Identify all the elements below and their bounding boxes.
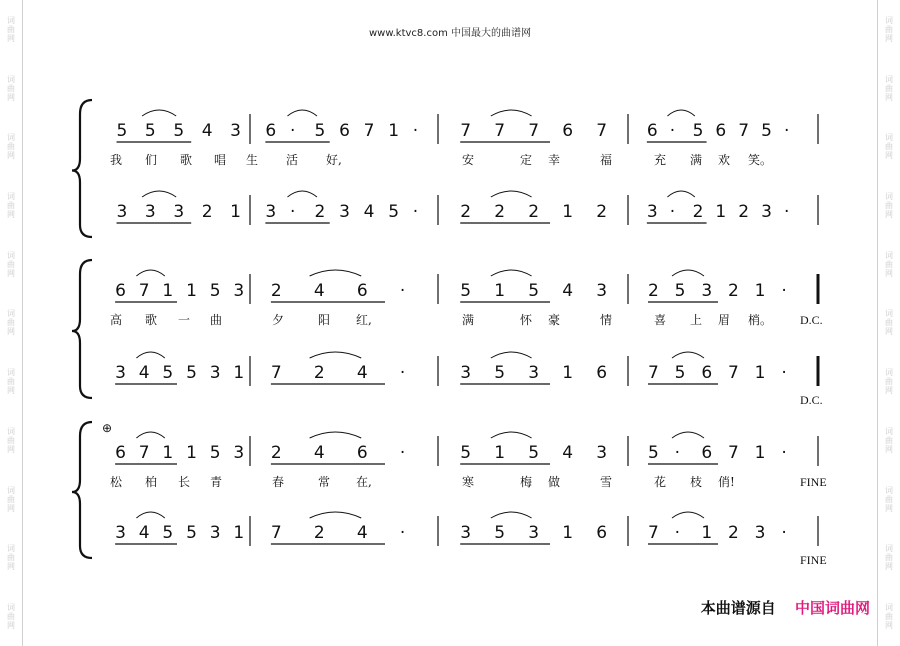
watermark-char: 曲 <box>7 318 15 328</box>
lyric-syllable: 曲 <box>210 313 223 327</box>
jianpu-note: 6 <box>339 121 350 141</box>
page-footer <box>701 597 870 618</box>
jianpu-note: 4 <box>356 523 368 543</box>
lyric-syllable: 春 <box>272 475 285 489</box>
lyric-syllable: 红, <box>356 313 372 327</box>
slur-arc <box>672 432 704 438</box>
jianpu-note: 4 <box>313 443 325 463</box>
jianpu-note: 1 <box>754 443 766 463</box>
jianpu-note: 5 <box>648 443 659 463</box>
lyric-syllable: 安 <box>462 153 475 167</box>
jianpu-note: 5 <box>186 523 197 543</box>
lyric-syllable: 歌 <box>180 153 193 167</box>
jianpu-note: 6 <box>596 523 608 543</box>
brand-link[interactable]: 中国词曲网 <box>794 599 870 617</box>
jianpu-note: · <box>289 202 296 222</box>
watermark-char: 曲 <box>885 24 893 34</box>
watermark-char: 词 <box>7 485 15 495</box>
jianpu-note: 3 <box>173 202 185 222</box>
jianpu-note: 5 <box>314 121 326 141</box>
jianpu-note: 3 <box>754 523 766 543</box>
slur-arc <box>672 270 704 276</box>
watermark-char: 网 <box>7 562 15 572</box>
jianpu-note: 1 <box>233 363 245 383</box>
lyric-syllable: 梅 <box>520 475 533 489</box>
slur-arc <box>136 512 164 518</box>
jianpu-note: 5 <box>162 363 174 383</box>
jianpu-note: 1 <box>562 523 574 543</box>
watermark-char: 词 <box>885 192 893 202</box>
lyric-syllable: 豪 <box>548 313 561 327</box>
watermark-char: 曲 <box>7 377 15 387</box>
lyric-syllable: 定 <box>520 153 533 167</box>
repeat-mark: D.C. <box>800 393 823 407</box>
jianpu-note: 1 <box>494 443 506 463</box>
watermark-char: 词 <box>885 603 893 613</box>
lyric-syllable: 唱 <box>214 153 227 167</box>
jianpu-note: · <box>784 121 790 141</box>
lyric-syllable: 长 <box>178 475 191 489</box>
jianpu-note: 6 <box>715 121 727 141</box>
jianpu-note: 4 <box>562 443 574 463</box>
system-brace <box>72 100 92 237</box>
jianpu-note: 2 <box>728 281 739 301</box>
watermark-char: 网 <box>885 503 893 513</box>
watermark-char: 曲 <box>7 553 15 563</box>
system-brace <box>72 422 92 558</box>
slur-arc <box>491 270 532 276</box>
repeat-mark: FINE <box>800 475 827 489</box>
jianpu-note: 7 <box>596 121 608 141</box>
jianpu-note: 1 <box>230 202 241 222</box>
jianpu-note: 7 <box>138 281 150 301</box>
jianpu-note: 1 <box>186 281 197 301</box>
watermark-char: 曲 <box>7 201 15 211</box>
watermark-char: 曲 <box>885 142 893 152</box>
lyric-syllable: 梢。 <box>748 313 773 327</box>
jianpu-note: 2 <box>460 202 472 222</box>
jianpu-note: 7 <box>494 121 506 141</box>
watermark-char: 曲 <box>7 24 15 34</box>
jianpu-note: · <box>781 363 787 383</box>
jianpu-note: 5 <box>209 443 221 463</box>
source-label: 本曲谱源自 <box>700 599 776 617</box>
jianpu-note: 1 <box>562 363 574 383</box>
slur-arc <box>136 352 164 358</box>
watermark-char: 曲 <box>885 553 893 563</box>
watermark-char: 词 <box>7 309 15 319</box>
jianpu-note: · <box>669 121 676 141</box>
jianpu-note: 5 <box>674 363 686 383</box>
segno-mark: ⊕ <box>102 421 113 435</box>
lyric-syllable: 一 <box>178 313 191 327</box>
jianpu-note: 2 <box>738 202 750 222</box>
slur-arc <box>310 270 362 276</box>
lyric-syllable: 松 <box>110 475 123 489</box>
watermark-char: 网 <box>885 327 893 337</box>
jianpu-note: · <box>781 443 787 463</box>
lyric-syllable: 生 <box>246 153 259 167</box>
slur-arc <box>491 191 532 197</box>
watermark-char: 网 <box>7 444 15 454</box>
watermark-char: 网 <box>885 444 893 454</box>
watermark-char: 曲 <box>885 201 893 211</box>
slur-arc <box>142 110 176 116</box>
watermark-char: 网 <box>7 151 15 161</box>
watermark-char: 网 <box>885 151 893 161</box>
jianpu-note: 4 <box>363 202 375 222</box>
lyric-syllable: 常 <box>318 475 331 489</box>
watermark-char: 网 <box>885 92 893 102</box>
jianpu-note: 3 <box>646 202 658 222</box>
jianpu-note: 2 <box>313 523 325 543</box>
jianpu-note: 1 <box>754 281 766 301</box>
jianpu-note: 1 <box>701 523 713 543</box>
watermark-char: 词 <box>885 426 893 436</box>
jianpu-note: 1 <box>494 281 506 301</box>
jianpu-note: 1 <box>562 202 574 222</box>
slur-arc <box>667 110 694 116</box>
watermark-char: 词 <box>885 250 893 260</box>
lyric-syllable: 欢 <box>718 153 731 167</box>
watermark-char: 曲 <box>885 494 893 504</box>
jianpu-note: 6 <box>265 121 277 141</box>
jianpu-note: · <box>399 281 406 301</box>
jianpu-note: 1 <box>162 281 174 301</box>
watermark-char: 网 <box>7 621 15 631</box>
jianpu-note: 6 <box>356 281 368 301</box>
jianpu-note: 3 <box>761 202 772 222</box>
jianpu-note: 2 <box>314 202 326 222</box>
slur-arc <box>142 191 176 197</box>
watermark-char: 曲 <box>7 259 15 269</box>
slur-arc <box>310 512 362 518</box>
jianpu-note: 5 <box>388 202 400 222</box>
slur-arc <box>136 432 164 438</box>
watermark-char: 曲 <box>885 318 893 328</box>
header-site-link[interactable]: www.ktvc8.com <box>368 28 448 39</box>
jianpu-note: · <box>781 281 787 301</box>
jianpu-note: 1 <box>233 523 245 543</box>
jianpu-note: 6 <box>596 363 608 383</box>
lyric-syllable: 们 <box>145 153 158 167</box>
lyric-syllable: 枝 <box>690 475 703 489</box>
jianpu-note: · <box>784 202 790 222</box>
watermark-char: 曲 <box>885 259 893 269</box>
watermark-char: 词 <box>7 426 15 436</box>
watermark-char: 词 <box>885 133 893 143</box>
lyric-syllable: 充 <box>654 153 667 167</box>
watermark-char: 网 <box>7 92 15 102</box>
system-brace <box>72 260 92 398</box>
jianpu-note: · <box>412 121 419 141</box>
lyric-syllable: 在, <box>356 475 372 489</box>
jianpu-note: 3 <box>701 281 713 301</box>
watermark-char: 曲 <box>7 435 15 445</box>
watermark-char: 曲 <box>7 494 15 504</box>
jianpu-note: 5 <box>460 443 472 463</box>
jianpu-note: 6 <box>356 443 368 463</box>
jianpu-note: 1 <box>162 443 174 463</box>
jianpu-note: · <box>412 202 419 222</box>
jianpu-note: 2 <box>528 202 540 222</box>
slur-arc <box>287 110 316 116</box>
jianpu-note: 3 <box>596 281 608 301</box>
slur-arc <box>672 352 704 358</box>
repeat-mark: D.C. <box>800 313 823 327</box>
jianpu-note: 7 <box>648 363 659 383</box>
jianpu-note: 4 <box>313 281 325 301</box>
slur-arc <box>287 191 316 197</box>
lyric-syllable: 夕 <box>272 313 285 327</box>
jianpu-note: 7 <box>728 443 739 463</box>
lyric-syllable: 高 <box>110 313 123 327</box>
jianpu-note: 5 <box>116 121 128 141</box>
slur-arc <box>491 512 532 518</box>
jianpu-note: 6 <box>562 121 574 141</box>
watermark-char: 词 <box>7 74 15 84</box>
watermark-char: 词 <box>885 544 893 554</box>
watermark-char: 词 <box>7 603 15 613</box>
watermark-char: 网 <box>885 33 893 43</box>
jianpu-note: · <box>289 121 296 141</box>
watermark-char: 网 <box>885 210 893 220</box>
jianpu-note: · <box>399 443 406 463</box>
jianpu-note: 2 <box>270 443 282 463</box>
watermark-char: 词 <box>885 485 893 495</box>
watermark-char: 词 <box>7 192 15 202</box>
jianpu-note: 1 <box>754 363 766 383</box>
lyric-syllable: 幸 <box>548 153 561 167</box>
lyric-syllable: 好, <box>326 153 342 167</box>
lyric-syllable: 喜 <box>654 313 667 327</box>
lyric-syllable: 做 <box>548 475 561 489</box>
slur-arc <box>491 352 532 358</box>
watermark-char: 网 <box>7 268 15 278</box>
lyric-syllable: 阳 <box>318 313 331 327</box>
jianpu-note: 5 <box>460 281 472 301</box>
lyric-syllable: 柏 <box>145 475 158 489</box>
lyric-syllable: 上 <box>690 313 703 327</box>
jianpu-note: 3 <box>209 363 221 383</box>
watermark-char: 词 <box>7 368 15 378</box>
lyric-syllable: 雪 <box>600 475 613 489</box>
watermark-char: 词 <box>7 250 15 260</box>
jianpu-note: 3 <box>144 202 156 222</box>
watermark-char: 词 <box>885 74 893 84</box>
jianpu-note: 7 <box>460 121 472 141</box>
jianpu-note: 2 <box>270 281 282 301</box>
jianpu-note: 4 <box>138 523 150 543</box>
jianpu-note: 5 <box>494 523 506 543</box>
jianpu-note: 3 <box>209 523 221 543</box>
jianpu-note: 1 <box>186 443 197 463</box>
watermark-char: 词 <box>7 544 15 554</box>
jianpu-note: · <box>674 523 681 543</box>
jianpu-note: 3 <box>460 363 472 383</box>
jianpu-note: 5 <box>674 281 686 301</box>
jianpu-note: · <box>781 523 787 543</box>
jianpu-note: · <box>399 523 406 543</box>
jianpu-note: 3 <box>115 523 126 543</box>
lyric-syllable: 眉 <box>718 313 731 327</box>
slur-arc <box>672 512 704 518</box>
jianpu-note: 4 <box>356 363 368 383</box>
slur-arc <box>491 432 532 438</box>
jianpu-note: 4 <box>201 121 213 141</box>
jianpu-note: 5 <box>186 363 197 383</box>
slur-arc <box>136 270 164 276</box>
jianpu-note: 3 <box>460 523 472 543</box>
watermark-char: 词 <box>7 133 15 143</box>
jianpu-note: 2 <box>313 363 325 383</box>
jianpu-note: 5 <box>494 363 506 383</box>
jianpu-note: 7 <box>738 121 750 141</box>
jianpu-note: 6 <box>701 363 713 383</box>
lyric-syllable: 歌 <box>145 313 158 327</box>
jianpu-note: 3 <box>596 443 608 463</box>
watermark-char: 曲 <box>885 612 893 622</box>
jianpu-note: 5 <box>162 523 174 543</box>
lyric-syllable: 活 <box>286 153 299 167</box>
watermark-char: 词 <box>7 15 15 25</box>
jianpu-note: 7 <box>363 121 375 141</box>
jianpu-note: 6 <box>115 281 126 301</box>
watermark-char: 网 <box>7 386 15 396</box>
jianpu-note: 1 <box>388 121 400 141</box>
lyric-syllable: 怀 <box>520 313 533 327</box>
slur-arc <box>491 110 532 116</box>
watermark-char: 网 <box>7 33 15 43</box>
lyric-syllable: 俏! <box>718 475 735 489</box>
lyric-syllable: 花 <box>654 475 667 489</box>
slur-arc <box>310 432 362 438</box>
lyric-syllable: 青 <box>210 475 223 489</box>
jianpu-note: 3 <box>115 363 126 383</box>
jianpu-note: 3 <box>116 202 128 222</box>
lyric-syllable: 笑。 <box>748 153 773 167</box>
repeat-mark: FINE <box>800 553 827 567</box>
jianpu-note: 5 <box>173 121 185 141</box>
jianpu-note: 3 <box>528 363 540 383</box>
jianpu-note: 6 <box>115 443 126 463</box>
watermark-char: 网 <box>7 503 15 513</box>
watermark-char: 网 <box>885 386 893 396</box>
jianpu-note: 5 <box>692 121 704 141</box>
jianpu-note: 3 <box>265 202 277 222</box>
jianpu-note: 5 <box>209 281 221 301</box>
slur-arc <box>667 191 694 197</box>
jianpu-note: 2 <box>728 523 739 543</box>
watermark-char: 曲 <box>7 142 15 152</box>
watermark-char: 词 <box>885 309 893 319</box>
lyric-syllable: 满 <box>462 313 475 327</box>
jianpu-note: 2 <box>596 202 608 222</box>
watermark-char: 网 <box>885 268 893 278</box>
jianpu-note: 4 <box>562 281 574 301</box>
jianpu-note: 2 <box>201 202 213 222</box>
jianpu-note: 7 <box>728 363 739 383</box>
jianpu-note: 7 <box>648 523 659 543</box>
jianpu-note: 7 <box>138 443 150 463</box>
jianpu-note: 1 <box>715 202 727 222</box>
lyric-syllable: 寒 <box>462 475 475 489</box>
jianpu-note: 5 <box>761 121 772 141</box>
jianpu-note: 2 <box>648 281 659 301</box>
watermark-char: 曲 <box>7 612 15 622</box>
lyric-syllable: 情 <box>600 313 613 327</box>
watermark-char: 词 <box>885 15 893 25</box>
lyric-syllable: 福 <box>600 153 613 167</box>
jianpu-note: 6 <box>646 121 658 141</box>
watermark-char: 曲 <box>885 377 893 387</box>
jianpu-note: 3 <box>339 202 350 222</box>
jianpu-note: 7 <box>270 363 282 383</box>
slur-arc <box>310 352 362 358</box>
jianpu-note: 7 <box>270 523 282 543</box>
jianpu-note: 5 <box>528 443 540 463</box>
lyric-syllable: 满 <box>690 153 703 167</box>
jianpu-note: 2 <box>494 202 506 222</box>
jianpu-note: 6 <box>701 443 713 463</box>
jianpu-note: 3 <box>528 523 540 543</box>
jianpu-note: · <box>669 202 676 222</box>
watermark-char: 曲 <box>7 83 15 93</box>
lyric-syllable: 我 <box>110 153 123 167</box>
watermark-char: 网 <box>7 210 15 220</box>
jianpu-note: 2 <box>692 202 704 222</box>
jianpu-note: 3 <box>233 281 245 301</box>
header-tagline: 中国最大的曲谱网 <box>451 28 531 39</box>
jianpu-note: 3 <box>230 121 241 141</box>
jianpu-note: 5 <box>144 121 156 141</box>
watermark-char: 词 <box>885 368 893 378</box>
jianpu-note: 3 <box>233 443 245 463</box>
watermark-char: 网 <box>7 327 15 337</box>
watermark-char: 网 <box>885 562 893 572</box>
jianpu-note: 4 <box>138 363 150 383</box>
watermark-char: 网 <box>885 621 893 631</box>
jianpu-note: 7 <box>528 121 540 141</box>
jianpu-note: · <box>674 443 681 463</box>
jianpu-note: · <box>399 363 406 383</box>
watermark-char: 曲 <box>885 83 893 93</box>
jianpu-note: 5 <box>528 281 540 301</box>
watermark-char: 曲 <box>885 435 893 445</box>
